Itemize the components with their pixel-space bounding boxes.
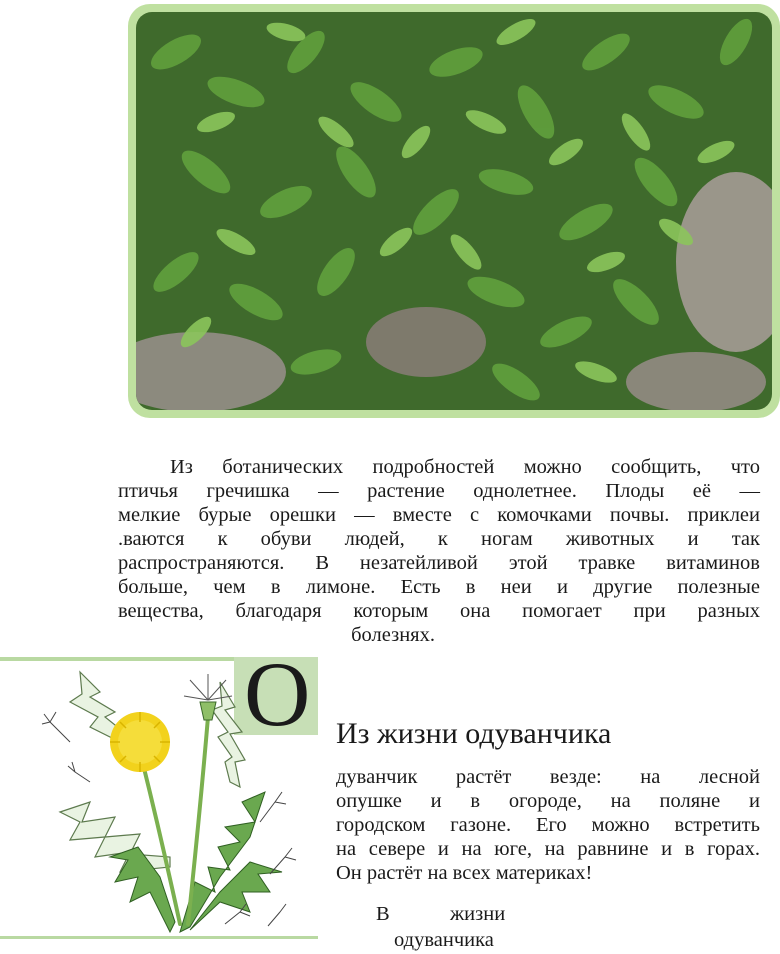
subheading-line: одуванчика <box>394 929 494 951</box>
paragraph-line: .ваются к обуви людей, к ногам животных и так <box>118 528 760 550</box>
subheading-word: В <box>376 903 390 925</box>
photo-frame <box>128 4 780 418</box>
paragraph-line: болезнях. <box>351 624 435 646</box>
subheading-word: жизни <box>450 903 506 925</box>
dandelion-illustration <box>20 662 320 938</box>
paragraph-line: Он растёт на всех материках! <box>336 862 593 884</box>
paragraph-line: птичья гречишка — растение однолетнее. Плоды её — <box>118 480 760 502</box>
drop-cap: О <box>244 643 311 745</box>
paragraph-line: на севере и на юге, на равнине и в горах. <box>336 838 760 860</box>
paragraph-line: городском газоне. Его можно встретить <box>336 814 760 836</box>
paragraph-line: Из ботанических подробностей можно сообщить, что <box>170 456 760 478</box>
knotgrass-photo <box>136 12 772 410</box>
green-divider <box>0 936 318 939</box>
section-title: Из жизни одуванчика <box>336 717 612 750</box>
paragraph-line: вещества, благодаря которым она помогает при разных <box>118 600 760 622</box>
subheading <box>376 902 505 926</box>
green-divider <box>0 657 236 661</box>
paragraph-line: распространяются. В незатейливой этой травке витаминов <box>118 552 760 574</box>
paragraph-line: опушке и в огороде, на поляне и <box>336 790 760 812</box>
dandelion-paragraph <box>336 765 760 885</box>
knotgrass-paragraph <box>118 455 760 647</box>
paragraph-line: больше, чем в лимоне. Есть в неи и другие полезные <box>118 576 760 598</box>
dandelion-flower <box>110 712 170 772</box>
paragraph-line: дуванчик растёт везде: на лесной <box>336 766 760 788</box>
paragraph-line: мелкие бурые орешки — вместе с комочками почвы. приклеи <box>118 504 760 526</box>
